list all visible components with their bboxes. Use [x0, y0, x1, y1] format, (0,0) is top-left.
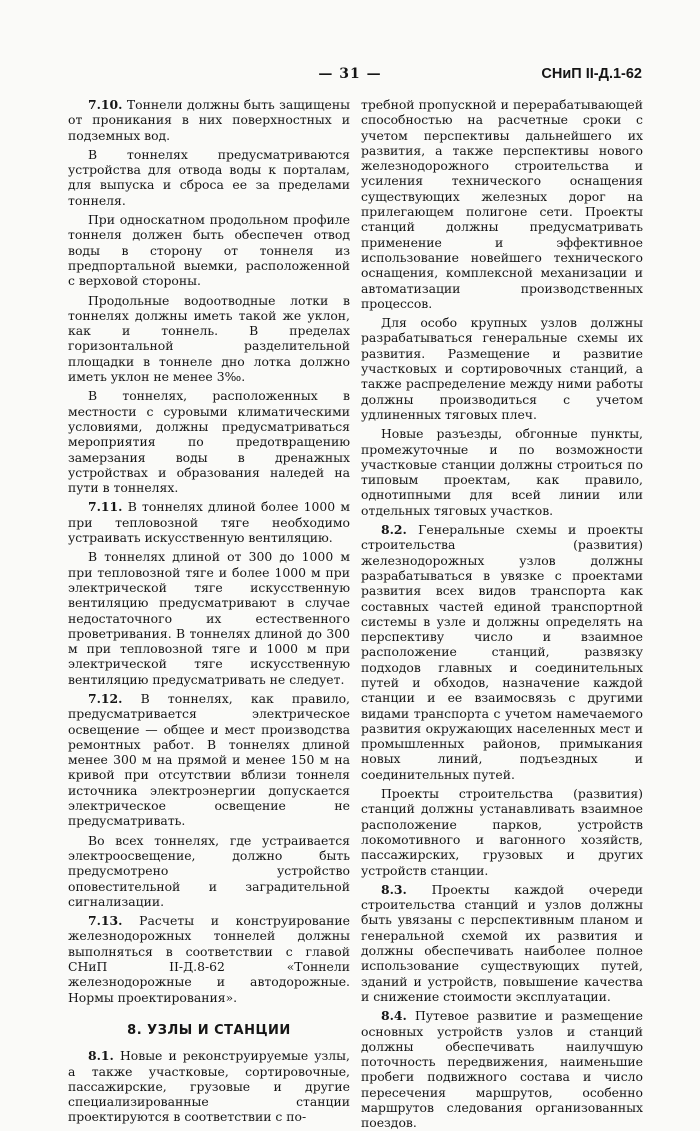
- paragraph-text: В тоннелях, расположенных в местности с суровыми климатическими условиями, должны предусматриваться мероприятия по предотвращению замерзания воды в дренажных устройствах и образования наледей на пути в тоннелях.: [68, 388, 350, 496]
- paragraph-text: Новые разъезды, обгонные пункты, промежуточные и по возможности участковые станции должны строиться по типовым проектам, как правило, однотипными для всей линии или отдельных тяговых участков.: [361, 426, 643, 518]
- paragraph-text: требной пропускной и перерабатывающей способностью на расчетные сроки с учетом перспективы дальнейшего их развития, а также перспективы нового железнодорожного строительства и усиления технического оснащения существующих железных дорог на прилегающем полигоне сети. Проекты станций должны предусматривать применение и эффективное использование новейшего технического оснащения, комплексной механизации и автоматизации производственных процессов.: [361, 97, 643, 311]
- clause-number: 8.2.: [381, 522, 407, 538]
- paragraph: [68, 833, 350, 909]
- paragraph: [68, 388, 350, 495]
- clause-number: 7.11.: [88, 499, 123, 515]
- paragraph-text: Новые и реконструируемые узлы, а также участковые, сортировочные, пассажирские, грузовые и другие специализированные станции проектируются в соответствии с по-: [68, 1048, 350, 1125]
- document-code: СНиП II-Д.1-62: [541, 66, 642, 82]
- left-column: [68, 97, 350, 1125]
- paragraph-text: При односкатном продольном профиле тоннеля должен быть обеспечен отвод воды в сторону от тоннеля из предпортальной выемки, расположенной с верховой стороны.: [68, 212, 350, 289]
- paragraph-text: Путевое развитие и размещение основных устройств узлов и станций должны обеспечивать наилучшую поточность передвижения, наименьшие пробеги подвижного состава и число пересечения маршрутов, особенно маршрутов следования организованных поездов.: [361, 1008, 643, 1131]
- clause-number: 8.4.: [381, 1008, 407, 1024]
- paragraph: [68, 1048, 350, 1124]
- paragraph: [361, 426, 643, 518]
- right-column: [361, 97, 643, 1131]
- page-number: — 31 —: [318, 66, 382, 82]
- paragraph-text: В тоннелях длиной от 300 до 1000 м при тепловозной тяге и более 1000 м при электрической тяге искусственную вентиляцию предусматривают в случае недостаточного их естественного проветривания. В тоннелях длиной до 300 м при тепловозной тяге и 1000 м при электрической тяге искусственную вентиляцию предусматривать не следует.: [68, 549, 350, 687]
- section-heading: 8. УЗЛЫ И СТАНЦИИ: [127, 1022, 291, 1038]
- paragraph: [361, 315, 643, 422]
- paragraph: [68, 913, 350, 1005]
- paragraph-text: В тоннелях, как правило, предусматривается электрическое освещение — общее и мест производства ремонтных работ. В тоннелях длиной менее 300 м на прямой и менее 150 м на кривой при отсутствии вблизи тоннеля источника электроэнергии допускается электрическое освещение не предусматривать.: [68, 690, 350, 829]
- clause-number: 7.10.: [88, 97, 123, 112]
- paragraph: [68, 293, 350, 385]
- paragraph-text: Генеральные схемы и проекты строительства (развития) железнодорожных узлов должны разрабатываться в увязке с проектами развития всех видов транспорта как составных частей единой транспортной системы в узле и должны определять на перспективу число и взаимное расположение станций, развязку подходов главных и соединительных путей и обходов, назначение каждой станции и ее взаимосвязь с другими видами транспорта с учетом намечаемого развития окружающих населенных мест и промышленных районов, примыкания новых линий, подъездных и соединительных путей.: [361, 522, 643, 782]
- paragraph: [361, 522, 643, 782]
- paragraph: [68, 147, 350, 208]
- paragraph: [68, 549, 350, 687]
- paragraph-text: Во всех тоннелях, где устраивается электроосвещение, должно быть предусмотрено устройство оповестительной и заградительной сигнализации.: [68, 832, 350, 909]
- paragraph-text: В тоннелях предусматриваются устройства для отвода воды к порталам, для выпуска и сброса ее за пределами тоннеля.: [68, 146, 350, 208]
- clause-number: 7.13.: [88, 913, 123, 929]
- paragraph: [361, 882, 643, 1004]
- paragraph: [68, 212, 350, 288]
- paragraph-text: Для особо крупных узлов должны разрабатываться генеральные схемы их развития. Размещение и развитие участковых и сортировочных станций, а также распределение между ними работы должны производиться с учетом удлиненных тяговых плеч.: [361, 315, 643, 422]
- paragraph-text: Проекты строительства (развития) станций должны устанавливать взаимное расположение парков, устройств локомотивного и вагонного хозяйств, пассажирских, грузовых и других устройств станции.: [361, 786, 643, 878]
- clause-number: 8.3.: [381, 881, 407, 897]
- paragraph-text: Расчеты и конструирование железнодорожных тоннелей должны выполняться в соответствии с главой СНиП II-Д.8-62 «Тоннели железнодорожные и автодорожные. Нормы проектирования».: [68, 913, 350, 1005]
- paragraph: [361, 786, 643, 878]
- paragraph: [361, 1008, 643, 1130]
- paragraph: [68, 691, 350, 829]
- clause-number: 8.1.: [88, 1048, 114, 1064]
- paragraph-text: Тоннели должны быть защищены от проникания в них поверхностных и подземных вод.: [68, 97, 350, 143]
- paragraph: [68, 499, 350, 545]
- paragraph-text: Проекты каждой очереди строительства станций и узлов должны быть увязаны с перспективным планом и генеральной схемой их развития и должны обеспечивать наиболее полное использование существующих путей, зданий и устройств, повышение качества и снижение стоимости эксплуатации.: [361, 881, 643, 1004]
- paragraph: [68, 97, 350, 143]
- paragraph: [361, 97, 643, 311]
- paragraph-text: В тоннелях длиной более 1000 м при тепловозной тяге необходимо устраивать искусственную вентиляцию.: [68, 499, 350, 546]
- paragraph-text: Продольные водоотводные лотки в тоннелях должны иметь такой же уклон, как и тоннель. В пределах горизонтальной разделительной площадки в тоннеле дно лотка должно иметь уклон не менее 3‰.: [68, 292, 350, 385]
- clause-number: 7.12.: [88, 690, 123, 706]
